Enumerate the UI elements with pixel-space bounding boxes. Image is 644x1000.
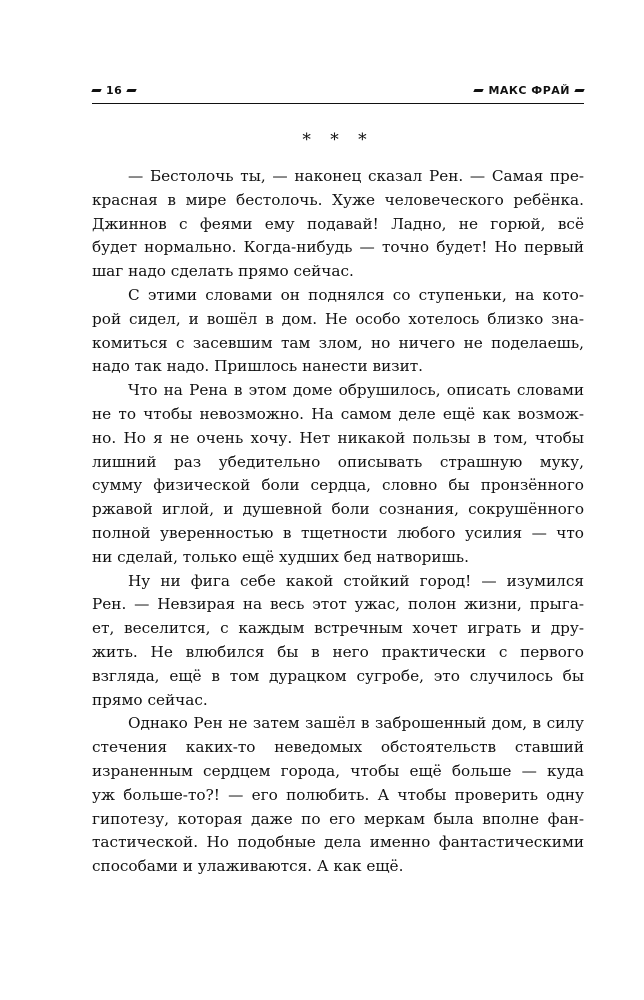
text-line: ет, веселится, с каждым встречным хочет играть и дру- [92,619,584,638]
text-line: — Бестолочь ты, — наконец сказал Рен. — Самая пре- [128,167,584,185]
header-dash [91,89,101,92]
text-line: Однако Рен не затем зашёл в заброшенный дом, в силу [128,714,584,733]
author-name: МАКС ФРАЙ [488,83,570,97]
paragraph [92,379,584,569]
text-line: комиться с засевшим там злом, но ничего не поделаешь, [92,333,584,352]
text-line: тастической. Но подобные дела именно фантастическими [92,833,584,852]
header-rule [92,103,584,104]
text-line: жить. Не влюбился бы в него практически с первого [92,642,584,661]
text-line: взгляда, ещё в том дурацком сугробе, это случилось бы [92,666,584,685]
text-line: рой сидел, и вошёл в дом. Не особо хотелось близко зна- [92,309,584,328]
header-dash [574,89,584,92]
paragraph [92,284,584,379]
paragraph [92,712,584,879]
text-line: стечения каких-то неведомых обстоятельств ставший [92,738,584,757]
section-separator: * * * [302,130,374,150]
header-left [92,84,136,97]
text-line: надо так надо. Пришлось нанести визит. [92,357,424,376]
text-line: красная в мире бестолочь. Хуже человеческого ребёнка. [92,190,584,209]
text-line: Джиннов с феями ему подавай! Ладно, не горюй, всё [92,214,584,233]
page-number: 16 [106,83,123,97]
header-dash [474,89,484,92]
text-line: С этими словами он поднялся со ступеньки, на кото- [128,285,584,304]
text-line: Что на Рена в этом доме обрушилось, описать словами [128,381,584,400]
text-line: ржавой иглой, и душевной боли сознания, сокрушённого [92,500,584,519]
text-line: не то чтобы невозможно. На самом деле ещё как возмож- [92,404,584,423]
header-right [474,84,584,97]
text-line: Рен. — Невзирая на весь этот ужас, полон жизни, прыга- [92,595,584,614]
body-text [92,165,584,879]
text-line: израненным сердцем города, чтобы ещё больше — куда [92,761,584,780]
text-line: гипотезу, которая даже по его меркам была вполне фан- [92,809,584,828]
text-line: будет нормально. Когда-нибудь — точно будет! Но первый [92,238,584,257]
text-line: прямо сейчас. [92,690,208,709]
text-line: лишний раз убедительно описывать страшную муку, [92,452,584,471]
text-line: способами и улаживаются. А как ещё. [92,857,404,876]
text-line: ни сделай, только ещё худших бед натворишь. [92,547,469,566]
text-line: но. Но я не очень хочу. Нет никакой пользы в том, чтобы [92,428,584,447]
text-line: уж больше-то?! — его полюбить. А чтобы проверить одну [92,785,584,804]
header-dash [127,89,137,92]
text-line: шаг надо сделать прямо сейчас. [92,262,354,281]
running-header [92,80,584,100]
text-line: сумму физической боли сердца, словно бы пронзённого [92,476,584,495]
paragraph [92,570,584,713]
paragraph [92,165,584,284]
text-line: полной уверенностью в тщетности любого усилия — что [92,523,584,542]
text-line: Ну ни фига себе какой стойкий город! — изумился [128,571,584,590]
